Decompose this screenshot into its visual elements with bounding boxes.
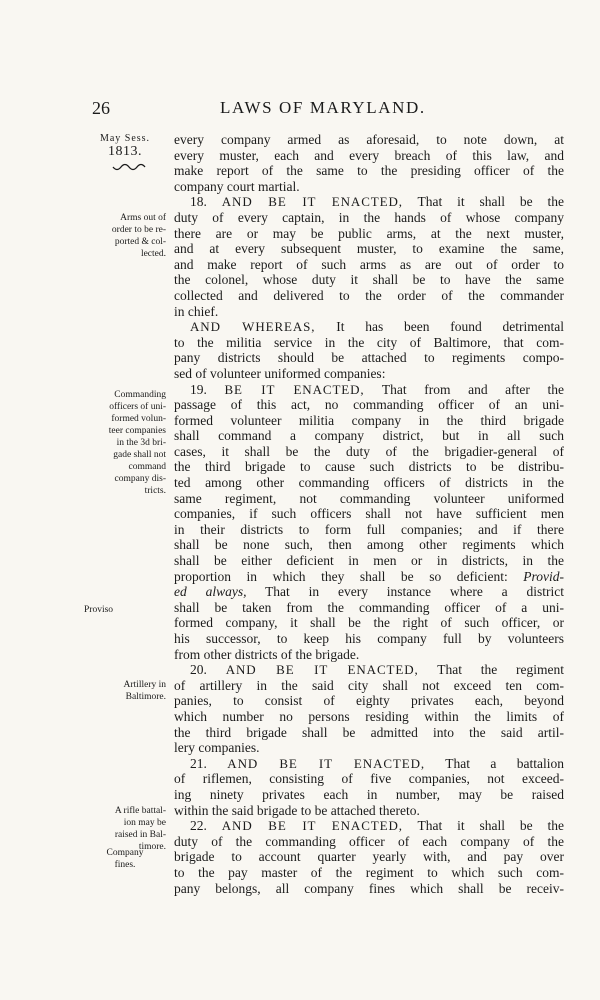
section-19-proviso-line: proportion in which they shall be so deficient: Provid- — [174, 568, 564, 584]
text-line: the third brigade shall be admitted into the said artil- — [174, 724, 564, 740]
text-line: formed volunteer militia company in the third brigade — [174, 412, 564, 428]
text-line: the third brigade to cause such districts to be distribu- — [174, 459, 564, 475]
text-line: sed of volunteer uniformed companies: — [174, 365, 386, 381]
session-ornament — [112, 163, 146, 173]
text-line: every muster, each and every breach of this law, and — [174, 147, 564, 163]
margin-note-line: tricts. — [144, 486, 166, 496]
margin-note-company-fines — [84, 847, 166, 871]
text-line: every company armed as aforesaid, to note down, at — [174, 132, 564, 147]
text-line: in their districts to form full companies; and if there — [174, 521, 564, 537]
whereas-clause — [174, 319, 564, 381]
body-text — [174, 132, 564, 896]
margin-note-line: fines. — [114, 860, 136, 870]
text-line: cases, it shall be the duty of the brigadier-general of — [174, 443, 564, 459]
margin-note-line: ion may be — [123, 818, 166, 828]
section-19-proviso-line-2: ed always, That in every instance where a district — [174, 584, 564, 600]
margin-note-line: Commanding — [114, 390, 166, 400]
section-21-first-line: 21. AND BE IT ENACTED, That a battalion — [190, 755, 564, 771]
section-19 — [174, 382, 564, 663]
margin-note-proviso — [84, 604, 166, 616]
text-line: pany districts should be attached to regiments compo- — [174, 350, 564, 366]
section-22 — [174, 818, 564, 896]
session-label: May Sess. — [99, 133, 151, 144]
text-line: company court martial. — [174, 178, 300, 194]
section-21 — [174, 756, 564, 818]
margin-note-line: officers of uni- — [109, 402, 166, 412]
margin-note-arms — [84, 212, 166, 260]
text-line: to the pay master of the regiment to which such com- — [174, 864, 564, 880]
section-20-first-line: 20. AND BE IT ENACTED, That the regiment — [190, 662, 564, 678]
text-line: there are or may be public arms, at the next muster, — [174, 225, 564, 241]
margin-note-line: raised in Bal- — [114, 830, 166, 840]
section-22-first-line: 22. AND BE IT ENACTED, That it shall be the — [190, 818, 564, 834]
margin-note-line: lected. — [140, 249, 166, 259]
text-line: the colonel, whose duty it shall be to have the same — [174, 272, 564, 288]
margin-note-line: in the 3d bri- — [116, 438, 166, 448]
margin-note-line: teer companies — [108, 426, 166, 436]
text-line: and at every subsequent muster, to examine the same, — [174, 241, 564, 257]
margin-note-line: gade shall not — [113, 450, 166, 460]
text-line: in chief. — [174, 303, 219, 319]
whereas-first-line: AND WHEREAS, It has been found detrimental — [190, 319, 564, 335]
section-19-first-line: 19. BE IT ENACTED, That from and after the — [190, 381, 564, 397]
text-line: formed company, it shall be the right of such officer, or — [174, 615, 564, 631]
text-line: of artillery in the said city shall not exceed ten com- — [174, 677, 564, 693]
text-line: his successor, to keep his company full by volunteers — [174, 631, 564, 646]
text-line: of riflemen, consisting of five companies, not exceed- — [174, 771, 564, 787]
margin-note-line: Arms out of — [120, 213, 166, 223]
page-number: 26 — [92, 98, 110, 118]
text-line: collected and delivered to the order of the commander — [174, 287, 564, 303]
text-line: shall command a company district, but in all such — [174, 428, 564, 444]
margin-note-line: company dis- — [114, 474, 166, 484]
running-head: LAWS OF MARYLAND. — [220, 98, 426, 117]
text-line: ing ninety privates each in number, may be raised — [174, 786, 564, 802]
text-line: shall be either deficient in men or in districts, in the — [174, 553, 564, 569]
text-line: pany belongs, all company fines which shall be receiv- — [174, 880, 564, 896]
text-line: from other districts of the brigade. — [174, 646, 360, 662]
margin-note-line: A rifle battal- — [114, 806, 166, 816]
text-line: brigade to account quarter yearly with, and pay over — [174, 849, 564, 865]
margin-note-rifle-battalion — [84, 805, 166, 853]
margin-note-line: command — [128, 462, 166, 472]
text-line: same regiment, not commanding volunteer uniformed — [174, 490, 564, 506]
text-line: ted among other commanding officers of districts in the — [174, 475, 564, 491]
text-line: lery companies. — [174, 740, 260, 756]
text-line: duty of the commanding officer of each company of the — [174, 833, 564, 849]
text-line: and make report of such arms as are out of order to — [174, 256, 564, 272]
session-year: 1813. — [108, 144, 142, 159]
margin-note-line: Baltimore. — [125, 692, 166, 702]
text-line: shall be none such, then among other regiments which — [174, 537, 564, 553]
margin-note-line: Company — [106, 848, 144, 858]
text-line: to the militia service in the city of Baltimore, that com- — [174, 334, 564, 350]
section-20 — [174, 662, 564, 756]
margin-note-line: formed volun- — [111, 414, 166, 424]
margin-note-line: order to be re- — [111, 225, 166, 235]
margin-note-line: Proviso — [84, 605, 114, 615]
margin-note-line: timore. — [138, 842, 166, 852]
margin-note-line: Artillery in — [123, 680, 166, 690]
section-18 — [174, 194, 564, 319]
text-line: within the said brigade to be attached thereto. — [174, 802, 420, 818]
text-line: which number no persons residing within the limits of — [174, 708, 564, 724]
text-line: panies, to consist of eighty privates each, beyond — [174, 693, 564, 709]
margin-note-line: ported & col- — [114, 237, 166, 247]
section-18-first-line: 18. AND BE IT ENACTED, That it shall be the — [190, 194, 564, 210]
text-line: passage of this act, no commanding officer of an uni- — [174, 397, 564, 413]
session-note — [88, 133, 162, 158]
paragraph-continued — [174, 132, 564, 194]
text-line: make report of the same to the presiding officer of the — [174, 163, 564, 179]
text-line: duty of every captain, in the hands of whose company — [174, 209, 564, 225]
text-line: shall be taken from the commanding officer of a uni- — [174, 599, 564, 615]
margin-note-artillery — [84, 679, 166, 703]
margin-note-commanding-officers — [84, 389, 166, 497]
text-line: companies, if such officers shall not have sufficient men — [174, 506, 564, 522]
